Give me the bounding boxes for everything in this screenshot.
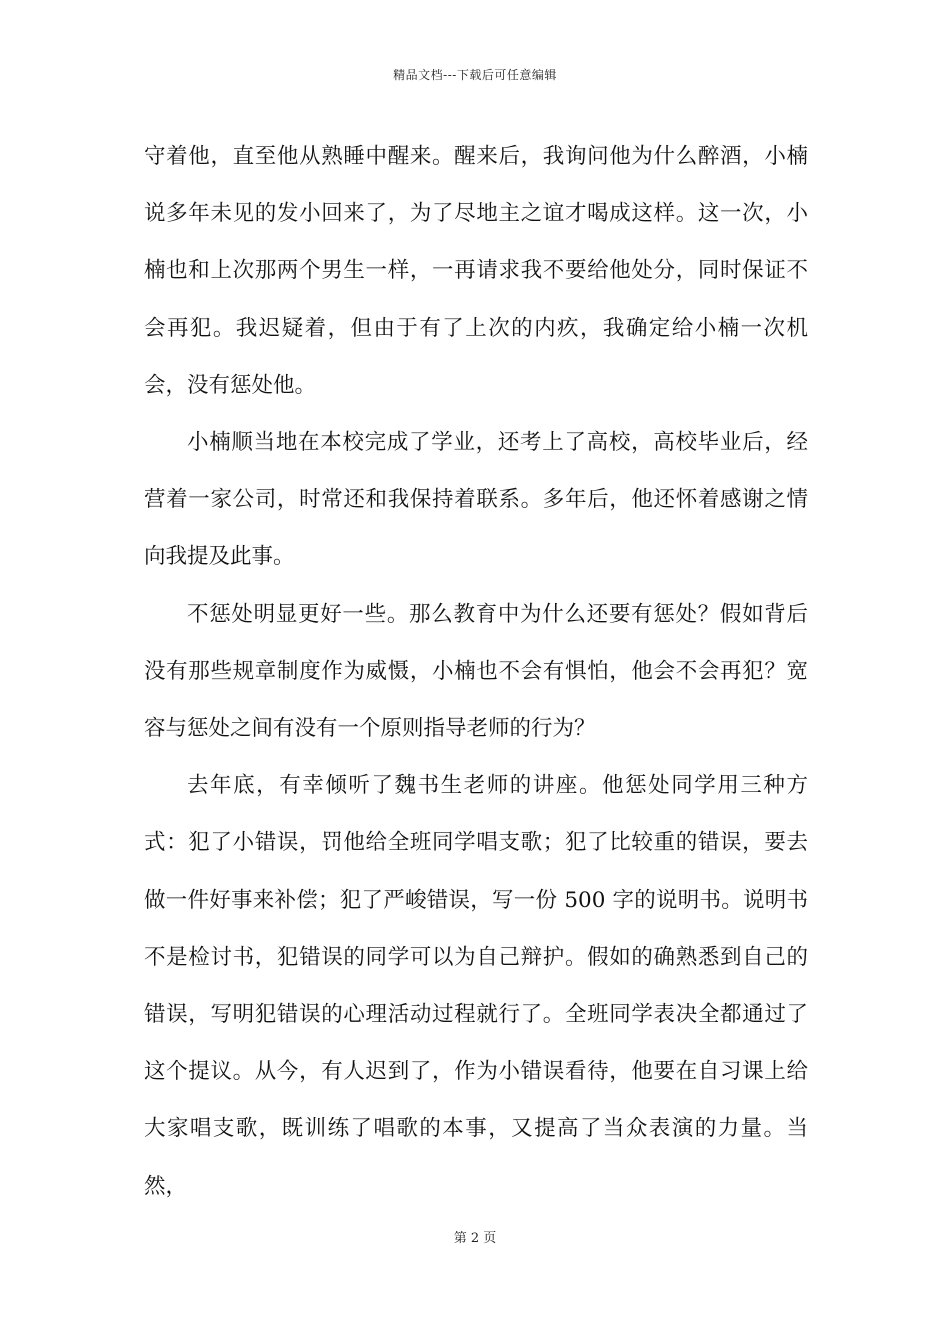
page-number: 第 2 页 — [453, 1231, 497, 1246]
paragraph: 去年底，有幸倾听了魏书生老师的讲座。他惩处同学用三种方式：犯了小错误，罚他给全班同学唱支歌；犯了比较重的错误，要去做一件好事来补偿；犯了严峻错误，写一份 500 字的说明书。说明书不是检讨书，犯错误的同学可以为自己辩护。假如的确熟悉到自己的错误，写明犯错误的心理活动过程就行了。全班同学表决全都通过了这个提议。从今，有人迟到了，作为小错误看待，他要在自习课上给大家唱支歌，既训练了唱歌的本事，又提高了当众表演的力量。当然， — [144, 773, 808, 1199]
paragraph: 小楠顺当地在本校完成了学业，还考上了高校，高校毕业后，经营着一家公司，时常还和我保持着联系。多年后，他还怀着感谢之情向我提及此事。 — [144, 430, 808, 570]
paragraph: 不惩处明显更好一些。那么教育中为什么还要有惩处？假如背后没有那些规章制度作为威慑，小楠也不会有惧怕，他会不会再犯？宽容与惩处之间有没有一个原则指导老师的行为？ — [144, 601, 808, 742]
body-text — [144, 128, 808, 1215]
paragraph-continued: 守着他，直至他从熟睡中醒来。醒来后，我询问他为什么醉酒，小楠说多年未见的发小回来了，为了尽地主之谊才喝成这样。这一次，小楠也和上次那两个男生一样，一再请求我不要给他处分，同时保证不会再犯。我迟疑着，但由于有了上次的内疚，我确定给小楠一次机会，没有惩处他。 — [144, 144, 808, 398]
page-header: 精品文档---下载后可任意编辑 — [393, 68, 557, 82]
